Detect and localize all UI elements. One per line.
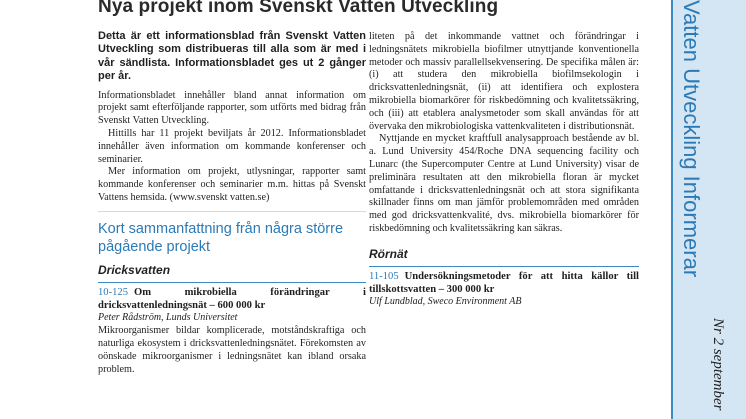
right-column xyxy=(369,31,639,309)
sidebar-publication-title xyxy=(679,0,705,419)
subsection-heading-rornat: Rörnät xyxy=(369,246,408,261)
sidebar-issue-label xyxy=(706,0,728,419)
project-entry xyxy=(98,286,366,377)
sidebar-border xyxy=(671,0,673,419)
continued-paragraph-1: liteten på det inkommande vattnet och förändringar i ledningsnätets mikrobiella biofilmer utnyttjande konventionella metoder och massiv parallellsekvensering. De specifika målen är: (i) att studera den mikrobiella biofilmsekologin i dricksvattenledningsnät, (ii) att identifiera och explostera mikrobiella biomarkörer för riskbedömning och kvalitetssäkring, och (iii) att etablera analysmetoder som skall användas för att övervaka den mikrobiologiska vattenkvaliteten i distributionsnät. xyxy=(369,31,639,132)
project-author: Peter Rådström, Lunds Universitet xyxy=(98,311,238,323)
project-number-right: 11-105 xyxy=(369,270,399,282)
intro-paragraph-1: Informationsbladet innehåller bland annat information om projekt samt efterföljande rapporter, som utförts med bidrag från Svenskt Vatten Utveckling. xyxy=(98,89,366,127)
project-title-line-right xyxy=(369,270,639,296)
project-body: Mikroorganismer bildar komplicerade, motståndskraftiga och naturliga ekosystem i dricksvattenledningsnätet. Förekomsten av oönskade mikroorganismer i ledningsnätet kan ibland orsaka problem. xyxy=(98,325,366,375)
subsection-heading-dricksvatten: Dricksvatten xyxy=(98,262,171,277)
project-number: 10-125 xyxy=(98,286,129,298)
project-title-right: Undersökningsmetoder för att hitta källor till tillskottsvatten – 300 000 kr xyxy=(369,270,639,295)
project-title: Om mikrobiella förändringar i dricksvattenledningsnät – 600 000 kr xyxy=(98,286,366,311)
section-heading: Kort sammanfattning från några större pågående projekt xyxy=(98,220,344,255)
section-divider xyxy=(98,211,366,212)
left-column xyxy=(98,30,366,377)
intro-paragraph-3: Mer information om projekt, utlysningar, rapporter samt kommande konferenser och seminarier m.m. hittas på Svenskt Vattens hemsida. (www.svenskt vatten.se) xyxy=(98,166,366,203)
intro-paragraph-2: Hittills har 11 projekt beviljats år 2012. Informationsbladet innehåller även information om kommande konferenser och seminarier. xyxy=(98,128,366,165)
project-title-line xyxy=(98,286,366,312)
page-title: Nya projekt inom Svenskt Vatten Utveckling xyxy=(98,0,499,17)
continued-paragraph-2: Nyttjande en mycket kraftfull analysapproach bestående av bl. a. Lund University 454/Roche DNA sequencing facility och Lunarc (the Supercomputer Centre at Lund University) visar de preliminära resultaten att den mikrobiella floran är mycket omfattande i dricksvattenledningsnät och att stora signifikanta skillnader finns om man jämför problemområden med områden med god dricksvattenkvalité, dvs. mikrobiella biomarkörer för riskbedömning och kvalitetssäkring kan säkras. xyxy=(369,133,639,234)
project-entry-right xyxy=(369,270,639,309)
project-rule xyxy=(98,282,366,283)
project-author-right: Ulf Lundblad, Sweco Environment AB xyxy=(369,295,522,307)
project-rule-right xyxy=(369,266,639,267)
publication-name: Vatten Utveckling Informerar xyxy=(679,0,704,278)
intro-lead: Detta är ett informationsblad från Svenskt Vatten Utveckling som distribueras till alla som är med i vår sändlista. Informationsbladet ges ut 2 gånger per år. xyxy=(98,30,366,83)
issue-number: Nr 2 september xyxy=(710,318,726,411)
